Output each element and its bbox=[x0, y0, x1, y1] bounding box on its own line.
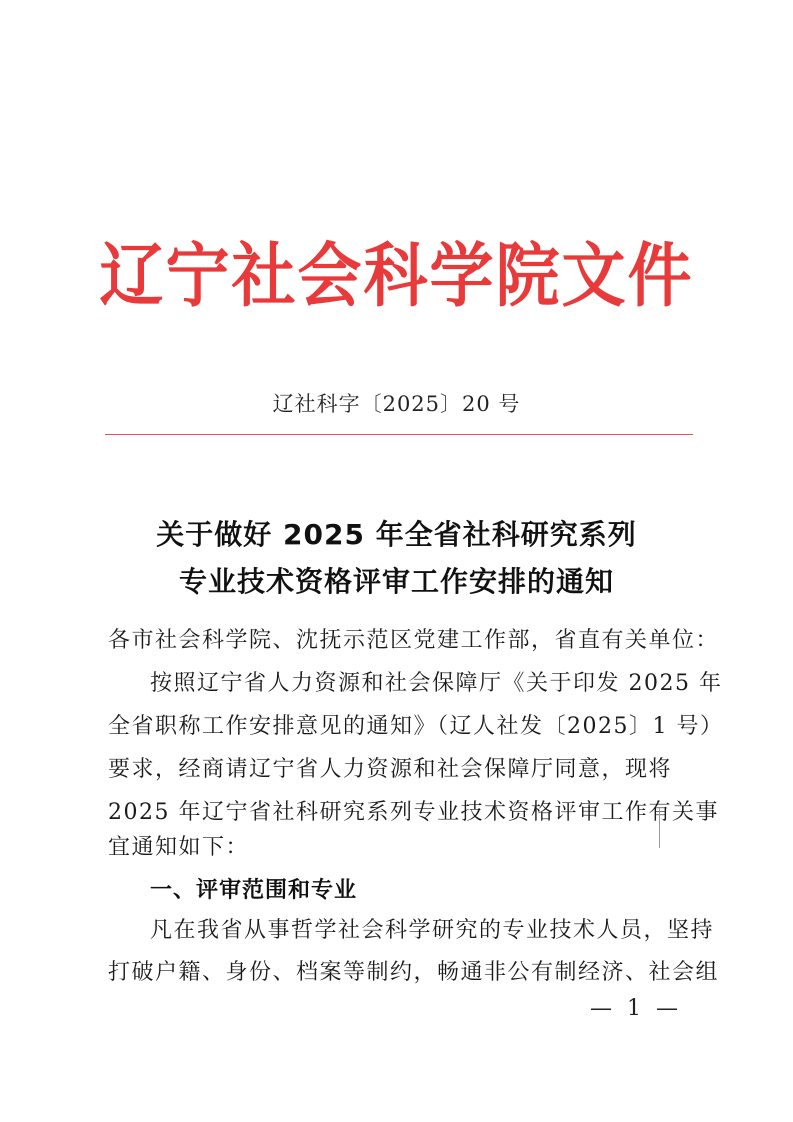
paragraph1-line2: 全省职称工作安排意见的通知》（辽人社发〔2025〕1 号） bbox=[108, 714, 724, 739]
paragraph2-line2: 打破户籍、身份、档案等制约，畅通非公有制经济、社会组 bbox=[108, 960, 720, 985]
margin-mark bbox=[659, 808, 660, 848]
org-title-header: 辽宁社会科学院文件 bbox=[99, 235, 694, 317]
paragraph1-line1: 按照辽宁省人力资源和社会保障厅《关于印发 2025 年 bbox=[150, 671, 723, 696]
paragraph1-line3: 要求，经商请辽宁省人力资源和社会保障厅同意，现将 bbox=[108, 757, 673, 782]
paragraph1-line5: 宜通知如下： bbox=[108, 835, 250, 860]
red-separator-line bbox=[105, 434, 693, 435]
section1-heading: 一、评审范围和专业 bbox=[150, 878, 358, 903]
document-number: 辽社科字〔2025〕20 号 bbox=[272, 392, 521, 416]
notice-title-line1: 关于做好 2025 年全省社科研究系列 bbox=[156, 518, 637, 551]
paragraph2-line1: 凡在我省从事哲学社会科学研究的专业技术人员，坚持 bbox=[150, 918, 715, 943]
paragraph1-line4: 2025 年辽宁省社科研究系列专业技术资格评审工作有关事 bbox=[108, 800, 719, 825]
page-number: — 1 — bbox=[590, 996, 682, 1021]
addressee: 各市社会科学院、沈抚示范区党建工作部，省直有关单位： bbox=[108, 628, 720, 653]
notice-title-line2: 专业技术资格评审工作安排的通知 bbox=[178, 565, 614, 598]
